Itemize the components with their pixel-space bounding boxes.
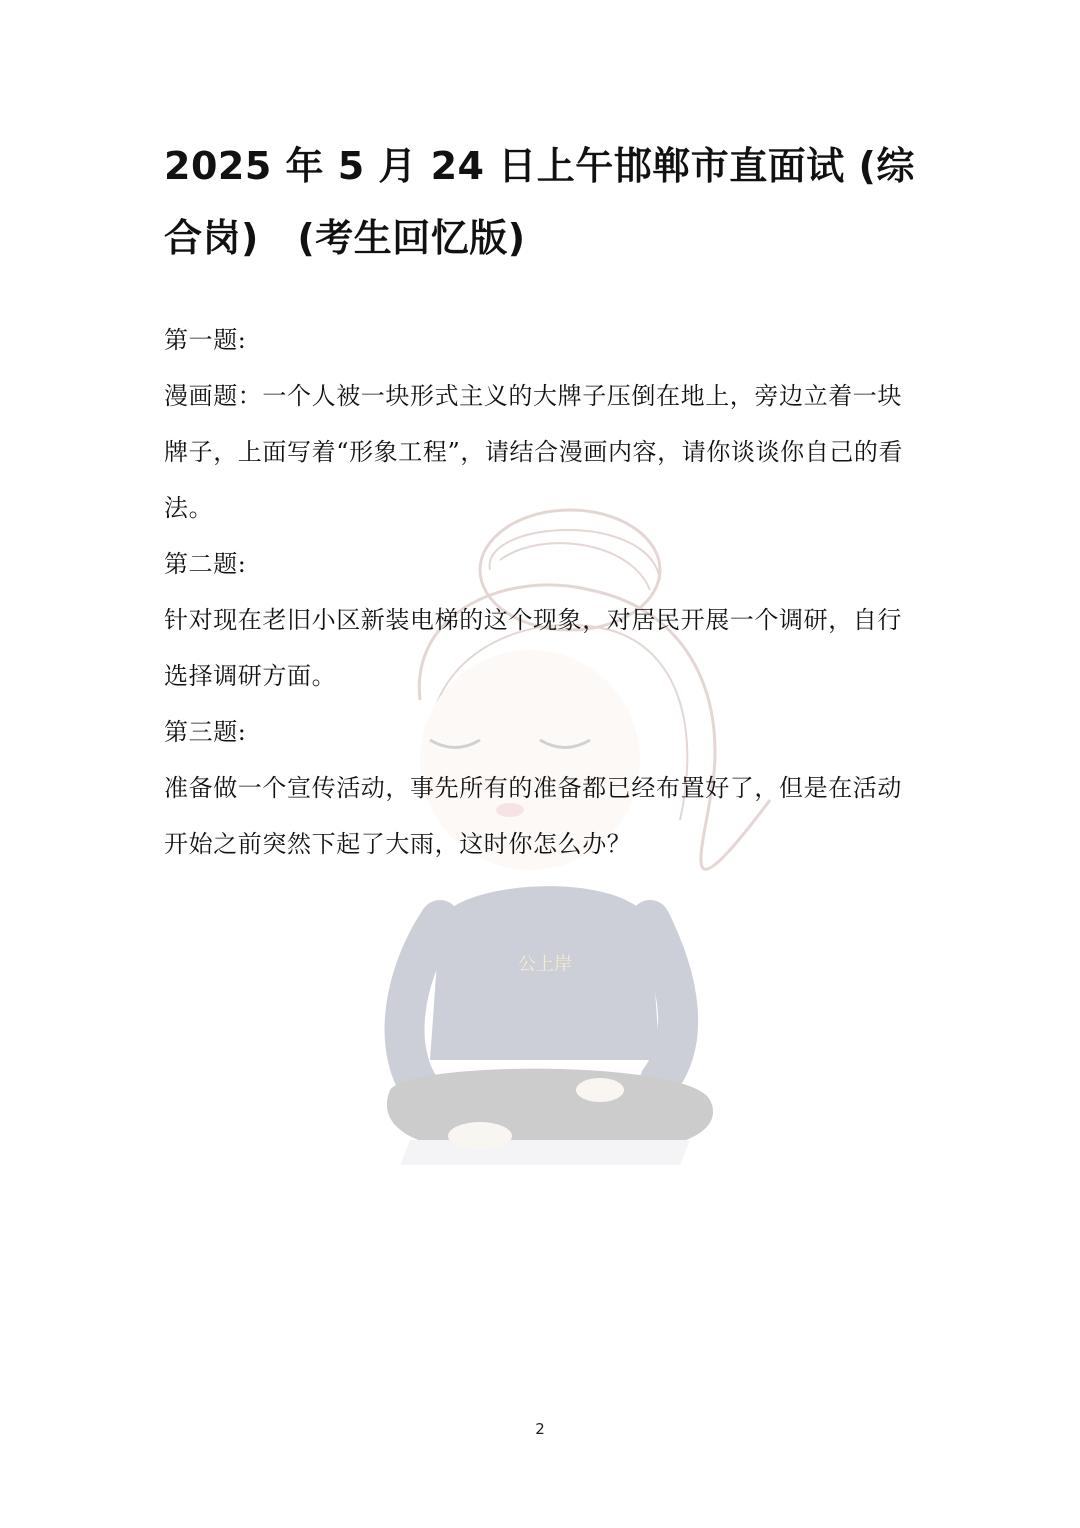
document-content <box>164 130 924 872</box>
question-1-heading: 第一题: <box>164 326 247 354</box>
question-2-body: 针对现在老旧小区新装电梯的这个现象，对居民开展一个调研，自行选择调研方面。 <box>164 606 902 690</box>
question-3-heading: 第三题: <box>164 718 247 746</box>
question-3-body: 准备做一个宣传活动，事先所有的准备都已经布置好了，但是在活动开始之前突然下起了大雨，这时你怎么办？ <box>164 774 902 858</box>
question-2-heading: 第二题: <box>164 550 247 578</box>
page-number: 2 <box>535 1420 545 1438</box>
document-title: 2025 年 5 月 24 日上午邯郸市直面试 (综合岗) (考生回忆版) <box>164 144 915 260</box>
question-1-body: 漫画题：一个人被一块形式主义的大牌子压倒在地上，旁边立着一块牌子，上面写着“形象工程”，请结合漫画内容，请你谈谈你自己的看法。 <box>164 382 904 522</box>
watermark-shirt-text: 公上岸 <box>518 954 572 975</box>
